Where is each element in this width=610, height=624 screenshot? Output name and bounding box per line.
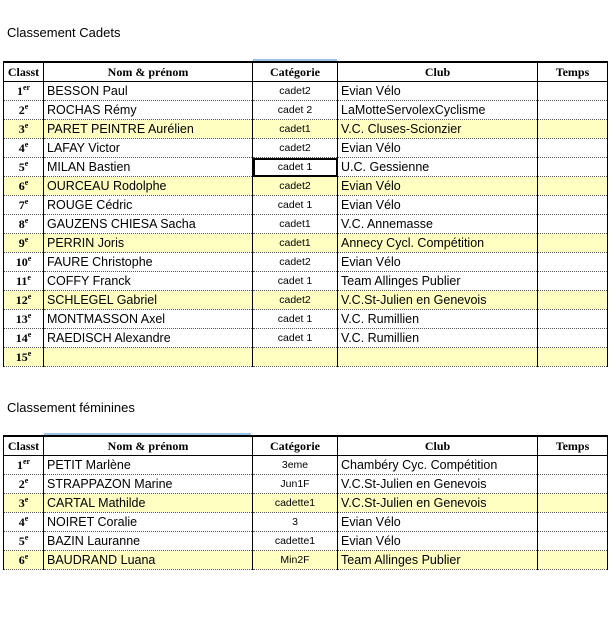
cell-category[interactable]: cadet 1 — [253, 329, 338, 348]
cell-time[interactable] — [538, 253, 608, 272]
cell-rank[interactable] — [4, 82, 44, 101]
cell-rank[interactable] — [4, 177, 44, 196]
cell-time[interactable] — [538, 177, 608, 196]
cell-club[interactable]: V.C.St-Julien en Genevois — [338, 475, 538, 494]
feminines-header-row — [4, 436, 608, 456]
rank-suffix: e — [27, 254, 32, 263]
cell-name[interactable]: BAZIN Lauranne — [44, 532, 253, 551]
rank-number: 2 — [18, 103, 25, 117]
cell-rank[interactable] — [4, 475, 44, 494]
cell-club[interactable]: Chambéry Cyc. Compétition — [338, 456, 538, 475]
rank-number: 5 — [18, 160, 25, 174]
cell-rank[interactable] — [4, 272, 44, 291]
rank-number: 3 — [18, 496, 25, 510]
feminines-table — [3, 435, 608, 570]
rank-number: 4 — [18, 141, 25, 155]
cell-category[interactable]: Min2F — [253, 551, 338, 570]
rank-number: 13 — [15, 312, 28, 326]
cell-rank[interactable] — [4, 291, 44, 310]
rank-number: 6 — [18, 553, 25, 567]
cell-name[interactable]: OURCEAU Rodolphe — [44, 177, 253, 196]
table-row — [4, 494, 608, 513]
cell-time[interactable] — [538, 291, 608, 310]
cell-name[interactable] — [44, 348, 253, 367]
cell-category[interactable]: cadet 2 — [253, 101, 338, 120]
cell-name[interactable]: FAURE Christophe — [44, 253, 253, 272]
table-row — [4, 82, 608, 101]
cadets-table — [3, 61, 608, 367]
cell-rank[interactable] — [4, 348, 44, 367]
rank-number: 8 — [18, 217, 25, 231]
header-category[interactable]: Catégorie — [253, 436, 338, 456]
table-row — [4, 551, 608, 570]
rank-number: 10 — [15, 255, 28, 269]
cell-name[interactable]: LAFAY Victor — [44, 139, 253, 158]
header-rank[interactable]: Classt — [4, 436, 44, 456]
rank-number: 2 — [18, 477, 25, 491]
rank-suffix: e — [24, 552, 29, 561]
cell-time[interactable] — [538, 272, 608, 291]
table-row — [4, 348, 608, 367]
header-club[interactable]: Club — [338, 62, 538, 82]
cell-time[interactable] — [538, 139, 608, 158]
cell-club[interactable]: U.C. Gessienne — [338, 158, 538, 177]
header-club[interactable]: Club — [338, 436, 538, 456]
cell-time[interactable] — [538, 475, 608, 494]
table-row — [4, 139, 608, 158]
cell-time[interactable] — [538, 120, 608, 139]
table-row — [4, 310, 608, 329]
rank-number: 9 — [18, 236, 25, 250]
rank-number: 6 — [18, 179, 25, 193]
cadets-header-row — [4, 62, 608, 82]
cell-category[interactable]: cadet1 — [253, 120, 338, 139]
cell-rank[interactable] — [4, 456, 44, 475]
feminines-title: Classement féminines — [7, 400, 135, 415]
cell-time[interactable] — [538, 348, 608, 367]
rank-number: 7 — [18, 198, 25, 212]
cell-club[interactable]: Evian Vélo — [338, 532, 538, 551]
rank-number: 3 — [18, 122, 25, 136]
cell-name[interactable]: RAEDISCH Alexandre — [44, 329, 253, 348]
cell-time[interactable] — [538, 158, 608, 177]
rank-suffix: e — [24, 121, 29, 130]
cell-category[interactable]: 3 — [253, 513, 338, 532]
cell-name[interactable]: STRAPPAZON Marine — [44, 475, 253, 494]
cell-club[interactable]: V.C. Rumillien — [338, 329, 538, 348]
cell-category[interactable] — [253, 348, 338, 367]
cadets-title: Classement Cadets — [7, 25, 121, 40]
header-time[interactable]: Temps — [538, 436, 608, 456]
cell-name[interactable]: MONTMASSON Axel — [44, 310, 253, 329]
cell-club[interactable]: V.C. Annemasse — [338, 215, 538, 234]
cell-rank[interactable] — [4, 551, 44, 570]
cell-time[interactable] — [538, 215, 608, 234]
cell-club[interactable]: Annecy Cycl. Compétition — [338, 234, 538, 253]
cell-category[interactable]: cadet2 — [253, 291, 338, 310]
table-row — [4, 272, 608, 291]
cell-category[interactable]: cadet 1 — [253, 158, 338, 177]
rank-suffix: e — [24, 178, 29, 187]
cell-rank[interactable] — [4, 253, 44, 272]
rank-suffix: e — [24, 159, 29, 168]
rank-number: 1 — [16, 84, 23, 98]
table-row — [4, 158, 608, 177]
rank-number: 11 — [16, 274, 28, 288]
table-row — [4, 120, 608, 139]
rank-suffix: e — [24, 476, 29, 485]
rank-suffix: e — [24, 216, 29, 225]
rank-number: 5 — [18, 534, 25, 548]
cell-time[interactable] — [538, 234, 608, 253]
cell-category[interactable]: cadet2 — [253, 253, 338, 272]
cell-time[interactable] — [538, 329, 608, 348]
table-row — [4, 234, 608, 253]
rank-suffix: e — [27, 273, 31, 282]
cell-time[interactable] — [538, 196, 608, 215]
cell-club[interactable]: Evian Vélo — [338, 82, 538, 101]
cell-time[interactable] — [538, 456, 608, 475]
cell-club[interactable]: Evian Vélo — [338, 253, 538, 272]
cell-category[interactable]: cadet2 — [253, 139, 338, 158]
cell-rank[interactable] — [4, 513, 44, 532]
rank-suffix: er — [22, 457, 31, 466]
cell-category[interactable]: cadet1 — [253, 234, 338, 253]
table-row — [4, 532, 608, 551]
rank-suffix: e — [27, 311, 32, 320]
cell-name[interactable]: PARET PEINTRE Aurélien — [44, 120, 253, 139]
rank-number: 15 — [15, 350, 28, 364]
cell-name[interactable]: CARTAL Mathilde — [44, 494, 253, 513]
table-row — [4, 456, 608, 475]
cell-time[interactable] — [538, 532, 608, 551]
cell-club[interactable]: V.C. Cluses-Scionzier — [338, 120, 538, 139]
cell-rank[interactable] — [4, 329, 44, 348]
cell-category[interactable]: cadette1 — [253, 494, 338, 513]
cell-name[interactable]: ROCHAS Rémy — [44, 101, 253, 120]
cell-name[interactable]: COFFY Franck — [44, 272, 253, 291]
cell-rank[interactable] — [4, 158, 44, 177]
table-row — [4, 215, 608, 234]
cell-time[interactable] — [538, 82, 608, 101]
header-rank[interactable]: Classt — [4, 62, 44, 82]
cell-name[interactable]: BESSON Paul — [44, 82, 253, 101]
rank-suffix: e — [24, 140, 29, 149]
cell-category[interactable]: cadet 1 — [253, 196, 338, 215]
cell-category[interactable]: cadette1 — [253, 532, 338, 551]
cell-club[interactable]: Evian Vélo — [338, 177, 538, 196]
cell-time[interactable] — [538, 101, 608, 120]
table-row — [4, 101, 608, 120]
cell-name[interactable]: NOIRET Coralie — [44, 513, 253, 532]
cell-name[interactable]: PETIT Marlène — [44, 456, 253, 475]
cell-club[interactable] — [338, 348, 538, 367]
rank-number: 4 — [18, 515, 25, 529]
rank-number: 12 — [15, 293, 28, 307]
rank-suffix: e — [24, 495, 29, 504]
cell-rank[interactable] — [4, 494, 44, 513]
table-row — [4, 291, 608, 310]
cell-name[interactable]: PERRIN Joris — [44, 234, 253, 253]
cell-category[interactable]: Jun1F — [253, 475, 338, 494]
cell-time[interactable] — [538, 551, 608, 570]
cell-time[interactable] — [538, 513, 608, 532]
table-row — [4, 177, 608, 196]
cell-name[interactable]: BAUDRAND Luana — [44, 551, 253, 570]
cell-name[interactable]: MILAN Bastien — [44, 158, 253, 177]
rank-suffix: e — [24, 102, 29, 111]
cell-club[interactable]: V.C.St-Julien en Genevois — [338, 291, 538, 310]
cell-club[interactable]: Evian Vélo — [338, 139, 538, 158]
rank-suffix: e — [27, 330, 32, 339]
rank-number: 14 — [15, 331, 28, 345]
cell-rank[interactable] — [4, 215, 44, 234]
cell-time[interactable] — [538, 310, 608, 329]
cell-club[interactable]: V.C. Rumillien — [338, 310, 538, 329]
table-row — [4, 475, 608, 494]
cell-name[interactable]: GAUZENS CHIESA Sacha — [44, 215, 253, 234]
cell-club[interactable]: Team Allinges Publier — [338, 551, 538, 570]
cell-category[interactable]: cadet2 — [253, 177, 338, 196]
table-row — [4, 329, 608, 348]
rank-suffix: e — [27, 292, 32, 301]
cell-club[interactable]: LaMotteServolexCyclisme — [338, 101, 538, 120]
header-name[interactable]: Nom & prénom — [44, 436, 253, 456]
header-name[interactable]: Nom & prénom — [44, 62, 253, 82]
header-category[interactable]: Catégorie — [253, 62, 338, 82]
table-row — [4, 253, 608, 272]
cell-club[interactable]: V.C.St-Julien en Genevois — [338, 494, 538, 513]
cell-name[interactable]: SCHLEGEL Gabriel — [44, 291, 253, 310]
cell-rank[interactable] — [4, 120, 44, 139]
table-row — [4, 513, 608, 532]
cell-rank[interactable] — [4, 532, 44, 551]
rank-suffix: e — [24, 533, 29, 542]
cell-category[interactable]: cadet2 — [253, 82, 338, 101]
rank-suffix: e — [27, 349, 32, 358]
cell-rank[interactable] — [4, 196, 44, 215]
cell-rank[interactable] — [4, 139, 44, 158]
rank-suffix: e — [24, 197, 29, 206]
cell-category[interactable]: cadet1 — [253, 215, 338, 234]
cell-rank[interactable] — [4, 101, 44, 120]
cell-name[interactable]: ROUGE Cédric — [44, 196, 253, 215]
cell-category[interactable]: 3eme — [253, 456, 338, 475]
cell-rank[interactable] — [4, 234, 44, 253]
cell-club[interactable]: Evian Vélo — [338, 196, 538, 215]
cell-rank[interactable] — [4, 310, 44, 329]
rank-suffix: e — [24, 514, 29, 523]
rank-suffix: e — [24, 235, 29, 244]
cell-club[interactable]: Team Allinges Publier — [338, 272, 538, 291]
table-row — [4, 196, 608, 215]
rank-number: 1 — [16, 458, 23, 472]
header-time[interactable]: Temps — [538, 62, 608, 82]
cell-time[interactable] — [538, 494, 608, 513]
rank-suffix: er — [22, 83, 31, 92]
cell-club[interactable]: Evian Vélo — [338, 513, 538, 532]
cell-category[interactable]: cadet 1 — [253, 310, 338, 329]
cell-category[interactable]: cadet 1 — [253, 272, 338, 291]
